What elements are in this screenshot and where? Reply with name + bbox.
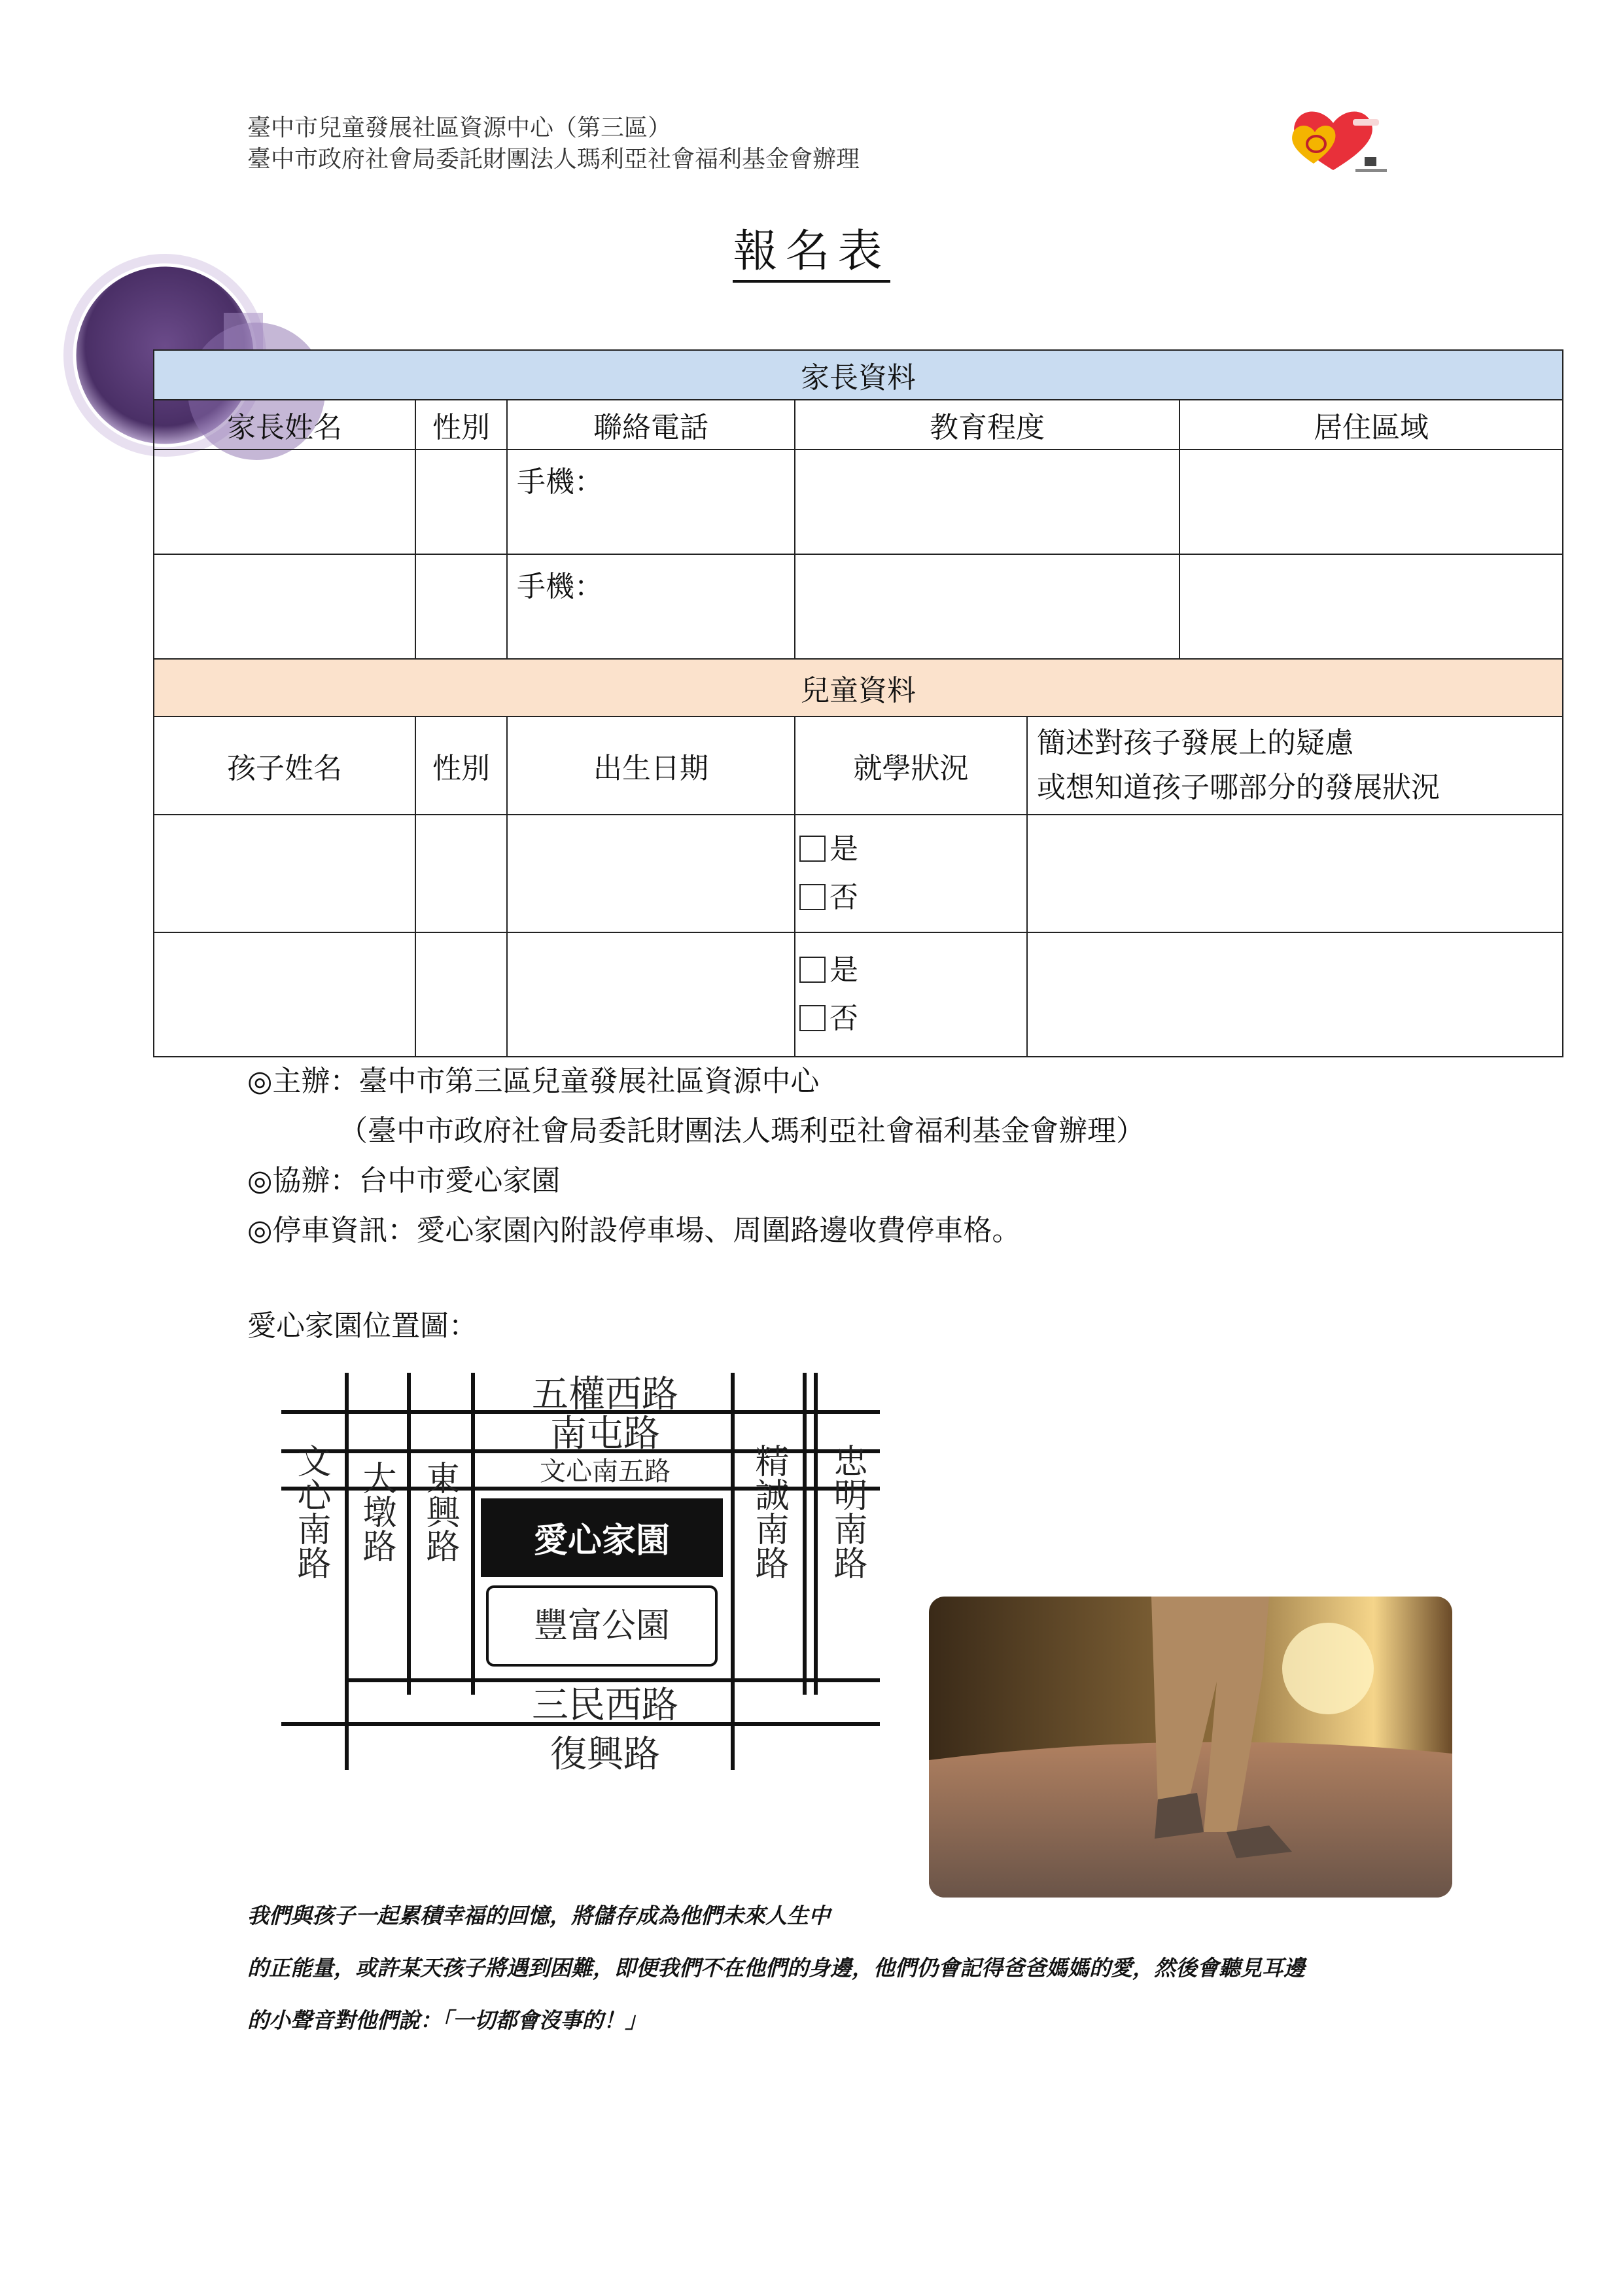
parent-gender-field[interactable] bbox=[415, 554, 507, 659]
road-wuquan-west: 五權西路 bbox=[532, 1373, 678, 1416]
child-birthdate-field[interactable] bbox=[507, 815, 795, 932]
col-child-concerns bbox=[1027, 716, 1563, 815]
checkbox-no[interactable] bbox=[799, 884, 826, 910]
road-wenxin-south5: 文心南五路 bbox=[540, 1457, 671, 1487]
child-concerns-field[interactable] bbox=[1027, 815, 1563, 932]
parent-education-field[interactable] bbox=[795, 450, 1179, 554]
option-yes-label: 是 bbox=[829, 953, 858, 987]
organizer-sub-note: （臺中市政府社會局委託財團法人瑪利亞社會福利基金會辦理） bbox=[339, 1114, 1145, 1148]
col-parent-area: 居住區域 bbox=[1179, 400, 1563, 450]
road-dadun: 大墩路 bbox=[357, 1460, 396, 1563]
col-parent-name: 家長姓名 bbox=[154, 400, 415, 450]
parent-phone-field[interactable] bbox=[507, 450, 795, 554]
parking-note: ◎停車資訊：愛心家園內附設停車場、周圍路邊收費停車格。 bbox=[247, 1214, 1021, 1247]
child-school-status-field bbox=[795, 815, 1027, 932]
parent-gender-field[interactable] bbox=[415, 450, 507, 554]
col-child-school-status: 就學狀況 bbox=[795, 716, 1027, 815]
toddler-walking-photo bbox=[929, 1597, 1452, 1898]
child-row bbox=[154, 932, 1563, 1057]
child-name-field[interactable] bbox=[154, 815, 415, 932]
child-concerns-field[interactable] bbox=[1027, 932, 1563, 1057]
col-child-gender: 性別 bbox=[415, 716, 507, 815]
col-child-name: 孩子姓名 bbox=[154, 716, 415, 815]
organizer-note: ◎主辦：臺中市第三區兒童發展社區資源中心 bbox=[247, 1065, 820, 1098]
option-no-label: 否 bbox=[829, 1002, 858, 1035]
child-school-status-field bbox=[795, 932, 1027, 1057]
header-line-1: 臺中市兒童發展社區資源中心（第三區） bbox=[247, 115, 672, 141]
organization-header bbox=[247, 113, 860, 175]
landmark-home: 愛心家園 bbox=[533, 1521, 671, 1561]
parent-area-field[interactable] bbox=[1179, 554, 1563, 659]
road-sanmin-west: 三民西路 bbox=[532, 1684, 678, 1727]
quote-line-3: 的小聲音對他們說：「一切都會沒事的！」 bbox=[247, 2007, 647, 2033]
parent-section-title: 家長資料 bbox=[154, 350, 1563, 400]
road-dongxing: 東興路 bbox=[420, 1460, 459, 1563]
parent-education-field[interactable] bbox=[795, 554, 1179, 659]
col-parent-phone: 聯絡電話 bbox=[507, 400, 795, 450]
child-section-title: 兒童資料 bbox=[154, 659, 1563, 716]
road-jingcheng-south: 精誠南路 bbox=[749, 1443, 788, 1580]
option-yes-label: 是 bbox=[829, 832, 858, 866]
phone-label: 手機： bbox=[517, 465, 603, 499]
checkbox-yes[interactable] bbox=[799, 836, 826, 862]
foundation-logo bbox=[1287, 105, 1402, 177]
child-gender-field[interactable] bbox=[415, 932, 507, 1057]
road-nantun: 南屯路 bbox=[550, 1413, 660, 1455]
road-zhongming-south: 忠明南路 bbox=[828, 1443, 867, 1580]
col-child-birthdate: 出生日期 bbox=[507, 716, 795, 815]
parent-row bbox=[154, 554, 1563, 659]
road-fuxing: 復興路 bbox=[550, 1733, 660, 1776]
child-gender-field[interactable] bbox=[415, 815, 507, 932]
closing-quote bbox=[247, 1890, 1305, 2047]
co-organizer-note: ◎協辦：台中市愛心家園 bbox=[247, 1164, 561, 1197]
child-name-field[interactable] bbox=[154, 932, 415, 1057]
concern-header-line-2: 或想知道孩子哪部分的發展狀況 bbox=[1037, 771, 1440, 804]
option-no-label: 否 bbox=[829, 881, 858, 914]
col-parent-gender: 性別 bbox=[415, 400, 507, 450]
col-parent-education: 教育程度 bbox=[795, 400, 1179, 450]
header-line-2: 臺中市政府社會局委託財團法人瑪利亞社會福利基金會辦理 bbox=[247, 146, 860, 173]
parent-phone-field[interactable] bbox=[507, 554, 795, 659]
checkbox-yes[interactable] bbox=[799, 957, 826, 983]
quote-line-1: 我們與孩子一起累積幸福的回憶，將儲存成為他們未來人生中 bbox=[247, 1903, 830, 1928]
child-birthdate-field[interactable] bbox=[507, 932, 795, 1057]
child-row bbox=[154, 815, 1563, 932]
checkbox-no[interactable] bbox=[799, 1005, 826, 1031]
location-map bbox=[275, 1368, 890, 1786]
landmark-park: 豐富公園 bbox=[533, 1606, 671, 1646]
parent-name-field[interactable] bbox=[154, 554, 415, 659]
phone-label: 手機： bbox=[517, 570, 603, 603]
concern-header-line-1: 簡述對孩子發展上的疑慮 bbox=[1037, 726, 1353, 760]
parent-area-field[interactable] bbox=[1179, 450, 1563, 554]
quote-line-2: 的正能量，或許某天孩子將遇到困難，即便我們不在他們的身邊，他們仍會記得爸爸媽媽的愛，然後會聽見耳邊 bbox=[247, 1955, 1305, 1981]
parent-row bbox=[154, 450, 1563, 554]
event-notes bbox=[247, 1057, 1145, 1256]
road-wenxin-south: 文心南路 bbox=[291, 1443, 330, 1580]
map-caption: 愛心家園位置圖： bbox=[247, 1309, 478, 1343]
page-title: 報名表 bbox=[0, 216, 1623, 279]
registration-form bbox=[153, 349, 1563, 1057]
parent-name-field[interactable] bbox=[154, 450, 415, 554]
